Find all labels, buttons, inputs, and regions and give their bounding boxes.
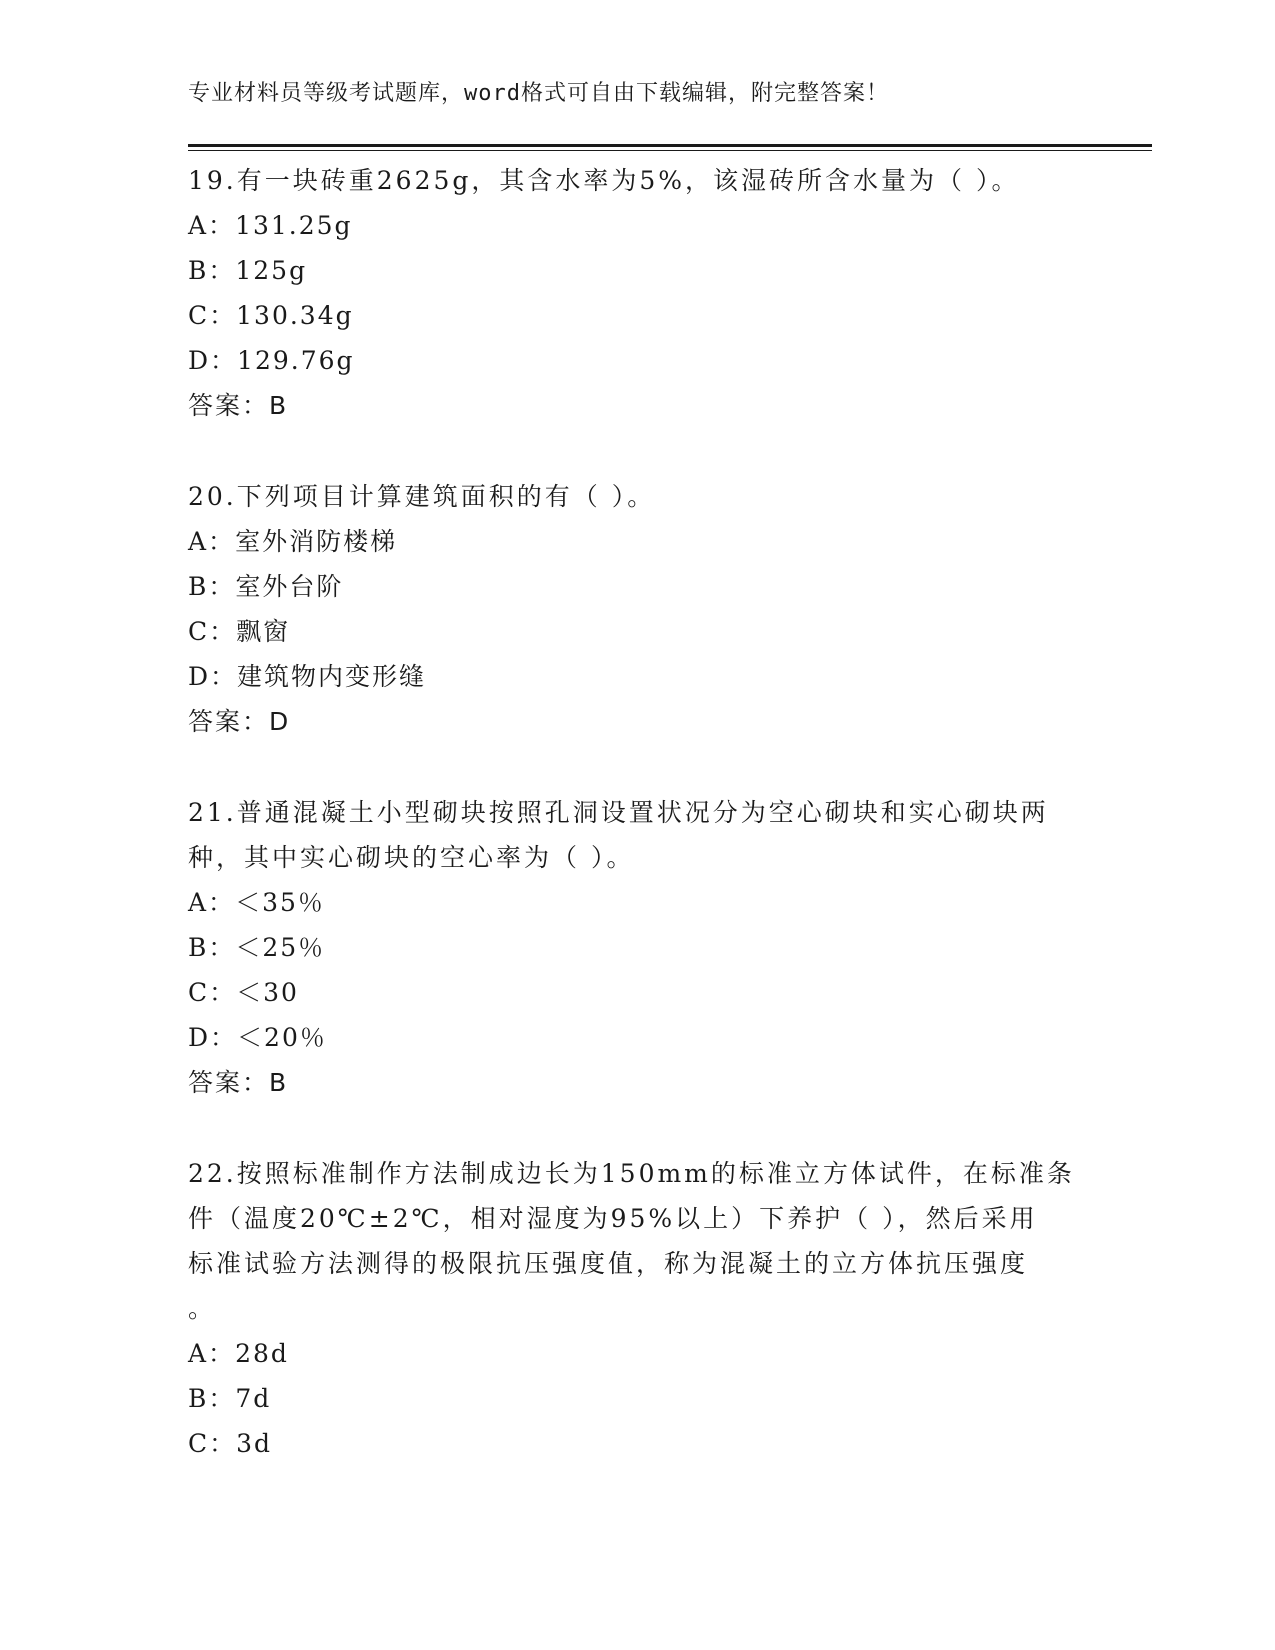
option-c [188, 609, 1088, 654]
question-stem-line-2: 件（温度20℃±2℃，相对湿度为95%以上）下养护（ ），然后采用 [188, 1204, 1038, 1233]
option-b [188, 1376, 1088, 1421]
option-key: A： [188, 211, 236, 240]
option-text: ＜30 [236, 978, 299, 1007]
option-a [188, 1331, 1088, 1376]
option-text: 室外消防楼梯 [235, 527, 398, 556]
option-d [188, 1015, 1088, 1060]
option-text: ＜20％ [237, 1023, 327, 1052]
header-rule-thick [188, 144, 1152, 147]
option-text: 125g [235, 256, 308, 285]
option-key: C： [188, 617, 237, 646]
option-c [188, 970, 1088, 1015]
option-d [188, 654, 1088, 699]
question-stem-line-3: 标准试验方法测得的极限抗压强度值，称为混凝土的立方体抗压强度 [188, 1249, 1029, 1278]
option-a [188, 519, 1088, 564]
option-key: C： [188, 978, 237, 1007]
question-spacer [188, 1105, 1088, 1151]
option-text: ＜25％ [235, 933, 326, 962]
option-text: 129.76g [237, 346, 355, 375]
option-a [188, 880, 1088, 925]
answer-line: 答案：B [188, 1068, 289, 1097]
answer-line: 答案：B [188, 391, 289, 420]
option-key: D： [188, 346, 238, 375]
option-key: B： [188, 933, 236, 962]
option-d [188, 338, 1088, 383]
option-text: 室外台阶 [235, 572, 344, 601]
option-text: 130.34g [236, 301, 354, 330]
option-key: B： [188, 572, 236, 601]
question-spacer [188, 428, 1088, 474]
question-stem-line-4: 。 [188, 1294, 217, 1323]
option-text: 131.25g [235, 211, 353, 240]
option-text: 建筑物内变形缝 [237, 662, 427, 691]
option-key: D： [188, 662, 238, 691]
option-text: 7d [235, 1384, 272, 1413]
option-b [188, 564, 1088, 609]
question-stem-line-1: 21.普通混凝土小型砌块按照孔洞设置状况分为空心砌块和实心砌块两 [188, 798, 1049, 827]
header-rule-thin [188, 150, 1152, 151]
question-spacer [188, 744, 1088, 790]
option-key: A： [188, 888, 236, 917]
option-key: C： [188, 1429, 237, 1458]
option-c [188, 1421, 1088, 1466]
option-text: 飘窗 [236, 617, 291, 646]
option-key: D： [188, 1023, 238, 1052]
question-20 [188, 474, 1088, 744]
option-text: ＜35％ [235, 888, 325, 917]
question-19 [188, 158, 1088, 428]
question-stem-line-1: 22.按照标准制作方法制成边长为150mm的标准立方体试件，在标准条 [188, 1159, 1075, 1188]
page-header: 专业材料员等级考试题库，word格式可自由下载编辑，附完整答案！ [188, 81, 889, 106]
question-22 [188, 1151, 1088, 1466]
option-a [188, 203, 1088, 248]
answer-line: 答案：D [188, 707, 291, 736]
option-key: B： [188, 256, 236, 285]
question-stem-line-2: 种，其中实心砌块的空心率为（ ）。 [188, 843, 635, 872]
option-key: C： [188, 301, 237, 330]
question-list [188, 158, 1088, 1466]
option-key: A： [188, 1339, 236, 1368]
option-text: 28d [235, 1339, 289, 1368]
option-text: 3d [236, 1429, 273, 1458]
option-b [188, 925, 1088, 970]
question-stem: 20.下列项目计算建筑面积的有（ ）。 [188, 482, 656, 511]
question-21 [188, 790, 1088, 1105]
option-key: B： [188, 1384, 236, 1413]
question-stem: 19.有一块砖重2625g，其含水率为5%，该湿砖所含水量为（ ）。 [188, 166, 1020, 195]
option-b [188, 248, 1088, 293]
option-key: A： [188, 527, 236, 556]
option-c [188, 293, 1088, 338]
